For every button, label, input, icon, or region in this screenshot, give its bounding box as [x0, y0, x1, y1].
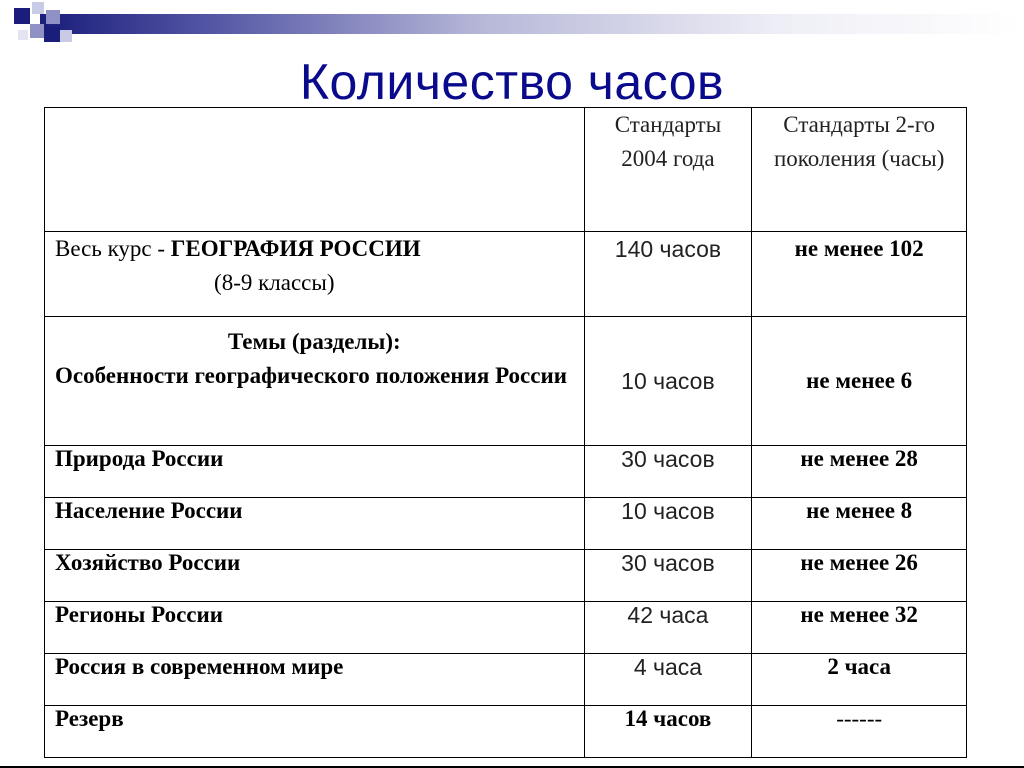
header-cell-2004: Стандарты 2004 года — [584, 108, 752, 232]
hours-new-cell: 2 часа — [752, 654, 967, 706]
decor-square — [30, 24, 44, 38]
title-decoration — [0, 0, 1024, 60]
decor-square — [44, 26, 60, 42]
topics-heading: Темы (разделы): — [227, 329, 401, 354]
hours-2004-cell: 140 часов — [584, 232, 752, 317]
decor-square — [14, 8, 30, 24]
course-label-bold: ГЕОГРАФИЯ РОССИИ — [170, 236, 421, 261]
hours-table — [44, 107, 967, 758]
decor-square — [32, 2, 44, 14]
hours-new-cell: не менее 26 — [752, 550, 967, 602]
topic-name-cell: Население России — [45, 498, 585, 550]
hours-2004-cell: 14 часов — [584, 706, 752, 758]
hours-new-cell: не менее 28 — [752, 446, 967, 498]
hours-2004-cell: 30 часов — [584, 446, 752, 498]
hours-new-cell: не менее 6 — [752, 317, 967, 446]
course-cell — [45, 232, 585, 317]
table-row — [45, 446, 967, 498]
table-row — [45, 550, 967, 602]
table-row — [45, 706, 967, 758]
topic-name: Особенности географического положения России — [55, 363, 567, 388]
decor-square — [18, 30, 28, 40]
topic-name-cell: Регионы России — [45, 602, 585, 654]
decor-square — [60, 30, 72, 42]
hours-2004-cell: 4 часа — [584, 654, 752, 706]
table-row — [45, 654, 967, 706]
hours-new-cell: не менее 102 — [752, 232, 967, 317]
table-row — [45, 232, 967, 317]
table-row — [45, 602, 967, 654]
table-row — [45, 317, 967, 446]
topic-name-cell: Россия в современном мире — [45, 654, 585, 706]
header-cell-new: Стандарты 2-го поколения (часы) — [752, 108, 967, 232]
gradient-bar — [40, 14, 1024, 34]
hours-new-cell: не менее 32 — [752, 602, 967, 654]
topics-cell — [45, 317, 585, 446]
hours-new-cell: ------ — [752, 706, 967, 758]
hours-2004-cell: 42 часа — [584, 602, 752, 654]
header-cell-empty — [45, 108, 585, 232]
hours-new-cell: не менее 8 — [752, 498, 967, 550]
course-sublabel: (8-9 классы) — [214, 270, 335, 295]
table-row — [45, 498, 967, 550]
decor-square — [46, 10, 60, 24]
topic-name-cell: Природа России — [45, 446, 585, 498]
topic-name-cell: Резерв — [45, 706, 585, 758]
hours-2004-cell: 30 часов — [584, 550, 752, 602]
topic-name-cell: Хозяйство России — [45, 550, 585, 602]
hours-2004-cell: 10 часов — [584, 498, 752, 550]
course-label-prefix: Весь курс - — [55, 236, 171, 261]
hours-2004-cell: 10 часов — [584, 317, 752, 446]
table-header-row — [45, 108, 967, 232]
slide-title: Количество часов — [299, 54, 725, 110]
